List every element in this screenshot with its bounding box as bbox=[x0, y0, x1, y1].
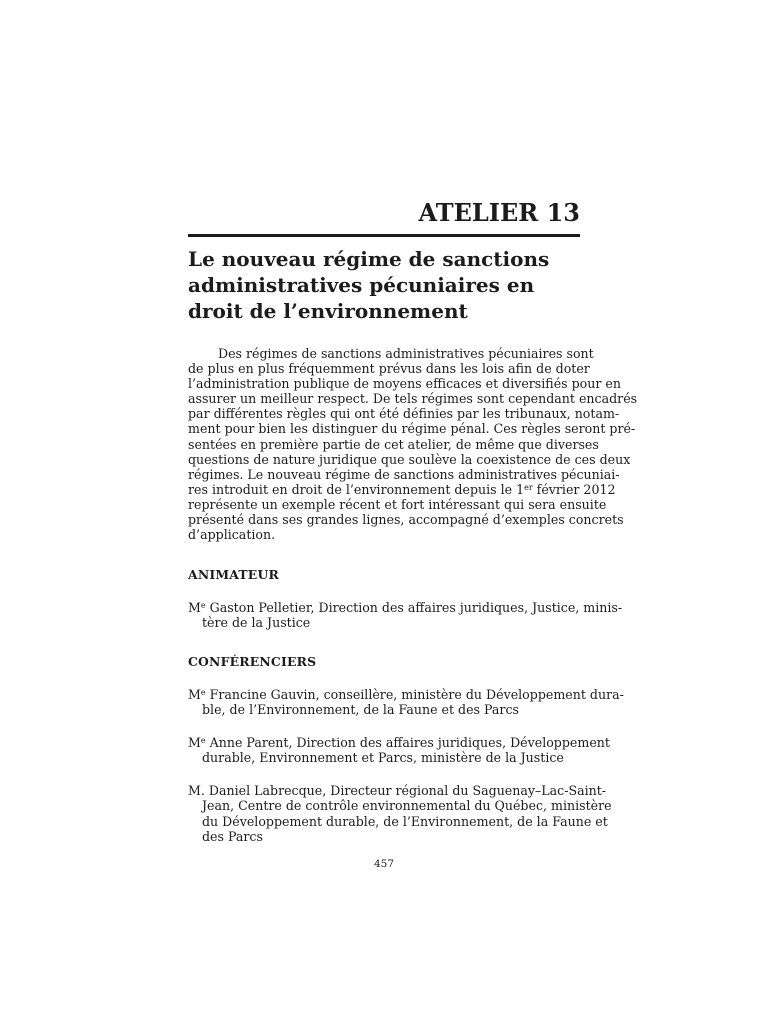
person-text: Gaston Pelletier, Direction des affaires juridiques, Justice, minis- bbox=[205, 600, 623, 615]
person-line bbox=[188, 735, 610, 750]
person-prefix-sup: e bbox=[200, 688, 206, 697]
conferencier-entry bbox=[188, 783, 612, 844]
document-page bbox=[188, 0, 638, 1024]
abstract-paragraph bbox=[188, 346, 638, 543]
session-title bbox=[188, 246, 580, 324]
person-line: des Parcs bbox=[202, 828, 263, 844]
person-prefix: M bbox=[188, 735, 201, 750]
date-line-sup: er bbox=[524, 482, 533, 492]
abstract-line: par différentes règles qui ont été définies par les tribunaux, notam- bbox=[188, 406, 620, 422]
heading-rule bbox=[188, 234, 580, 237]
person-line bbox=[188, 687, 624, 702]
title-line: droit de l’environnement bbox=[188, 299, 468, 323]
person-line: du Développement durable, de l’Environnement, de la Faune et bbox=[202, 813, 608, 829]
conferencier-entry bbox=[188, 687, 624, 718]
animateur-heading: ANIMATEUR bbox=[188, 567, 279, 582]
abstract-line: régimes. Le nouveau régime de sanctions administratives pécuniai- bbox=[188, 466, 620, 482]
abstract-line: Des régimes de sanctions administratives pécuniaires sont bbox=[218, 346, 594, 361]
abstract-line: assurer un meilleur respect. De tels régimes sont cependant encadrés bbox=[188, 391, 638, 407]
person-line: Jean, Centre de contrôle environnemental du Québec, ministère bbox=[202, 798, 612, 814]
abstract-line: questions de nature juridique que soulève la coexistence de ces deux bbox=[188, 451, 631, 467]
conferenciers-heading: CONFÉRENCIERS bbox=[188, 654, 317, 669]
abstract-line-date bbox=[188, 481, 616, 497]
abstract-line: sentées en première partie de cet atelier, de même que diverses bbox=[188, 436, 599, 452]
date-line-before: res introduit en droit de l’environnement depuis le 1 bbox=[188, 481, 525, 497]
page-number: 457 bbox=[373, 858, 395, 870]
abstract-line: présenté dans ses grandes lignes, accompagné d’exemples concrets bbox=[188, 512, 624, 528]
title-line: Le nouveau régime de sanctions bbox=[188, 247, 550, 271]
animateur-entry bbox=[188, 600, 623, 631]
abstract-line: ment pour bien les distinguer du régime pénal. Ces règles seront pré- bbox=[188, 421, 636, 437]
atelier-heading: ATELIER 13 bbox=[418, 198, 580, 227]
person-text: Francine Gauvin, conseillère, ministère du Développement dura- bbox=[205, 687, 624, 702]
person-line bbox=[188, 600, 623, 615]
abstract-line: de plus en plus fréquemment prévus dans les lois afin de doter bbox=[188, 361, 590, 377]
date-line-after: février 2012 bbox=[532, 481, 616, 497]
person-prefix: M bbox=[188, 600, 201, 615]
title-line: administratives pécuniaires en bbox=[188, 273, 535, 297]
conferencier-entry bbox=[188, 735, 610, 766]
abstract-line: d’application. bbox=[188, 527, 276, 543]
abstract-line: représente un exemple récent et fort intéressant qui sera ensuite bbox=[188, 496, 607, 512]
person-line: tère de la Justice bbox=[202, 615, 311, 631]
person-line: ble, de l’Environnement, de la Faune et des Parcs bbox=[202, 702, 519, 718]
abstract-line: l’administration publique de moyens efficaces et diversifiés pour en bbox=[188, 376, 621, 392]
person-line: durable, Environnement et Parcs, ministère de la Justice bbox=[202, 750, 564, 766]
person-prefix-sup: e bbox=[200, 736, 206, 745]
person-prefix-sup: e bbox=[200, 601, 206, 610]
person-prefix: M bbox=[188, 687, 201, 702]
person-line: M. Daniel Labrecque, Directeur régional du Saguenay–Lac-Saint- bbox=[188, 783, 607, 798]
person-text: Anne Parent, Direction des affaires juridiques, Développement bbox=[205, 735, 610, 750]
